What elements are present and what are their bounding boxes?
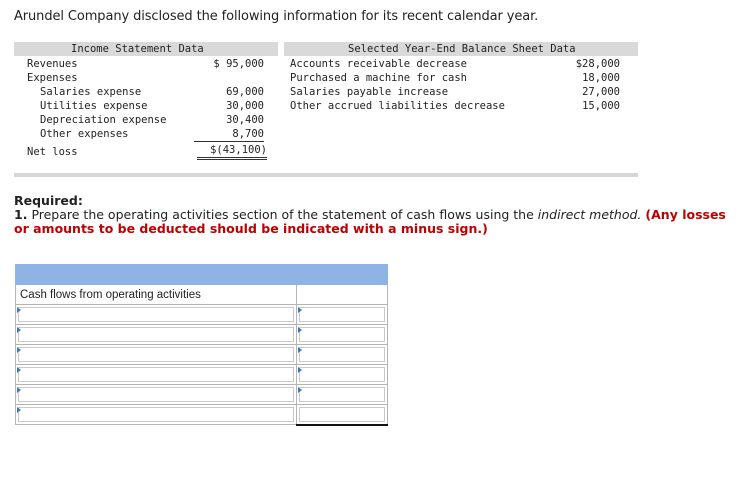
answer-table-header-cell — [16, 265, 388, 285]
answer-table-header — [16, 265, 388, 285]
required-instructions — [14, 194, 739, 236]
dropdown-arrow-icon[interactable] — [17, 347, 21, 353]
expense-item-label: Depreciation expense — [40, 114, 167, 126]
answer-label-cell[interactable] — [16, 405, 297, 425]
answer-amount-cell[interactable] — [297, 345, 388, 365]
amount-input[interactable] — [299, 327, 385, 342]
net-loss-value: $(43,100) — [197, 143, 267, 160]
answer-label-cell[interactable] — [16, 385, 297, 405]
answer-amount-cell[interactable] — [297, 305, 388, 325]
label-input[interactable] — [18, 307, 294, 322]
dropdown-arrow-icon[interactable] — [298, 307, 302, 313]
section-label: Cash flows from operating activities — [16, 285, 297, 305]
expense-item-value: 8,700 — [194, 127, 264, 142]
net-loss-label: Net loss — [27, 146, 78, 158]
income-statement-header — [14, 42, 278, 56]
dropdown-arrow-icon[interactable] — [17, 407, 21, 413]
answer-table-section-row — [16, 285, 388, 305]
question-method: indirect method. — [537, 207, 642, 222]
dropdown-arrow-icon[interactable] — [298, 347, 302, 353]
expense-item-label: Utilities expense — [40, 100, 148, 112]
expense-item-value: 30,000 — [226, 100, 264, 112]
balance-sheet-header — [284, 42, 638, 56]
dropdown-arrow-icon[interactable] — [17, 367, 21, 373]
answer-label-cell[interactable] — [16, 365, 297, 385]
label-input[interactable] — [18, 367, 294, 382]
revenues-value: $ 95,000 — [213, 58, 264, 70]
balance-sheet-item-label: Other accrued liabilities decrease — [290, 100, 505, 112]
balance-sheet-item-label: Salaries payable increase — [290, 86, 449, 98]
expenses-label: Expenses — [27, 72, 78, 84]
total-input[interactable] — [299, 407, 385, 422]
balance-sheet-item-value: 27,000 — [582, 86, 620, 98]
income-statement-title: Income Statement Data — [71, 43, 204, 55]
answer-row — [16, 385, 388, 405]
balance-sheet-item-value: 18,000 — [582, 72, 620, 84]
label-input[interactable] — [18, 387, 294, 402]
answer-table — [15, 264, 388, 426]
required-question — [14, 208, 739, 236]
answer-row — [16, 305, 388, 325]
dropdown-arrow-icon[interactable] — [17, 327, 21, 333]
answer-row — [16, 325, 388, 345]
amount-input[interactable] — [299, 347, 385, 362]
question-number: 1. — [14, 207, 28, 222]
data-panel — [14, 42, 638, 177]
label-input[interactable] — [18, 347, 294, 362]
label-input[interactable] — [18, 327, 294, 342]
balance-sheet-item-value: 15,000 — [582, 100, 620, 112]
intro-text: Arundel Company disclosed the following information for its recent calendar year. — [14, 9, 539, 24]
dropdown-arrow-icon[interactable] — [17, 307, 21, 313]
amount-input[interactable] — [299, 387, 385, 402]
answer-total-cell[interactable] — [297, 405, 388, 425]
expense-item-label: Salaries expense — [40, 86, 142, 98]
answer-label-cell[interactable] — [16, 345, 297, 365]
dropdown-arrow-icon[interactable] — [17, 387, 21, 393]
answer-amount-cell[interactable] — [297, 385, 388, 405]
answer-amount-cell[interactable] — [297, 325, 388, 345]
label-input[interactable] — [18, 407, 294, 422]
answer-amount-cell[interactable] — [297, 365, 388, 385]
question-text: Prepare the operating activities section of the statement of cash flows using the — [31, 207, 538, 222]
revenues-label: Revenues — [27, 58, 78, 70]
answer-label-cell[interactable] — [16, 325, 297, 345]
balance-sheet-item-label: Accounts receivable decrease — [290, 58, 468, 70]
answer-row — [16, 405, 388, 425]
balance-sheet-item-value: $28,000 — [575, 58, 620, 70]
balance-sheet-rows — [290, 57, 620, 117]
answer-label-cell[interactable] — [16, 305, 297, 325]
required-title: Required: — [14, 193, 83, 208]
dropdown-arrow-icon[interactable] — [298, 387, 302, 393]
amount-input[interactable] — [299, 367, 385, 382]
answer-row — [16, 365, 388, 385]
expense-item-value: 30,400 — [226, 114, 264, 126]
balance-sheet-item-label: Purchased a machine for cash — [290, 72, 468, 84]
expense-item-label: Other expenses — [40, 128, 129, 140]
amount-input[interactable] — [299, 307, 385, 322]
question-note: (Any losses or amounts to be deducted should be indicated with a minus sign.) — [14, 207, 726, 236]
balance-sheet-title: Selected Year-End Balance Sheet Data — [348, 43, 576, 55]
expense-item-value: 69,000 — [226, 86, 264, 98]
dropdown-arrow-icon[interactable] — [298, 367, 302, 373]
dropdown-arrow-icon[interactable] — [298, 327, 302, 333]
answer-row — [16, 345, 388, 365]
section-amount-cell — [297, 285, 388, 305]
